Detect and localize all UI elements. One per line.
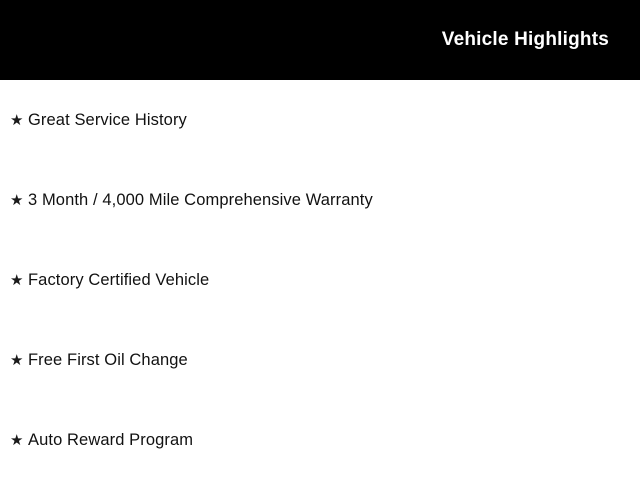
star-icon: ★ bbox=[10, 352, 24, 369]
highlight-label: Great Service History bbox=[28, 110, 187, 129]
highlight-label: 3 Month / 4,000 Mile Comprehensive Warranty bbox=[28, 190, 373, 209]
list-item bbox=[0, 400, 640, 480]
star-icon: ★ bbox=[10, 192, 24, 209]
list-item bbox=[0, 160, 640, 240]
star-icon: ★ bbox=[10, 272, 24, 289]
highlight-label: Free First Oil Change bbox=[28, 350, 188, 369]
highlight-label: Auto Reward Program bbox=[28, 430, 194, 449]
list-item bbox=[0, 80, 640, 160]
page-title: Vehicle Highlights bbox=[441, 28, 609, 50]
star-icon: ★ bbox=[10, 432, 24, 449]
list-item bbox=[0, 320, 640, 400]
highlight-label: Factory Certified Vehicle bbox=[28, 270, 210, 289]
star-icon: ★ bbox=[10, 112, 24, 129]
header-bar bbox=[0, 0, 640, 80]
list-item bbox=[0, 240, 640, 320]
highlights-list bbox=[0, 80, 640, 480]
